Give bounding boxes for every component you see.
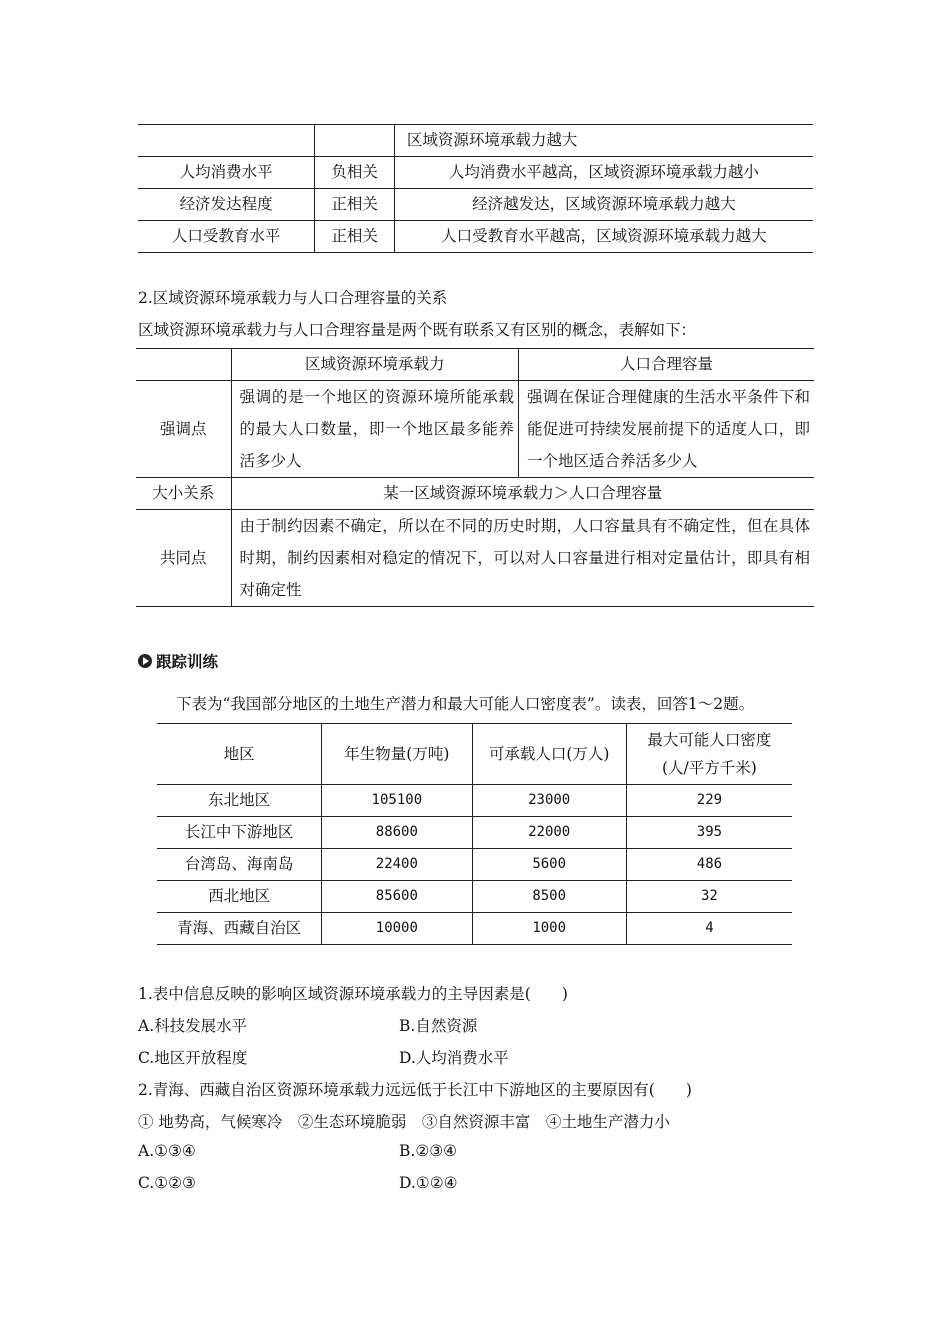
question-1-option-a[interactable]: A.科技发展水平 — [138, 1017, 248, 1035]
table-row — [136, 478, 814, 510]
table-cell: 人均消费水平越高，区域资源环境承载力越小 — [394, 157, 813, 189]
table-cell: 22400 — [322, 849, 472, 881]
table-row — [136, 349, 814, 381]
land-potential-table — [157, 723, 792, 945]
row-label: 大小关系 — [136, 478, 231, 510]
column-header-unit: (人/平方千米) — [662, 759, 757, 777]
table-row — [157, 817, 792, 849]
section-title: 2.区域资源环境承载力与人口合理容量的关系 — [138, 289, 448, 307]
column-header-line: 最大可能人口密度 — [647, 731, 772, 749]
table-cell: 32 — [626, 881, 792, 913]
table-cell: 395 — [626, 817, 792, 849]
table-row — [157, 913, 792, 945]
column-header: 可承载人口(万人) — [472, 724, 626, 785]
table-cell: 4 — [626, 913, 792, 945]
table-cell: 88600 — [322, 817, 472, 849]
practice-intro: 下表为“我国部分地区的土地生产潜力和最大可能人口密度表”。读表，回答1～2题。 — [176, 695, 755, 713]
row-label: 共同点 — [136, 510, 231, 607]
table-row — [157, 849, 792, 881]
table-cell: 正相关 — [315, 189, 395, 221]
question-2-option-c[interactable]: C.①②③ — [138, 1174, 196, 1192]
table-cell: 229 — [626, 785, 792, 817]
question-2-stem: 2.青海、西藏自治区资源环境承载力远远低于长江中下游地区的主要原因有( ) — [138, 1081, 692, 1099]
table-row — [157, 881, 792, 913]
comparison-table — [136, 348, 814, 607]
question-1-option-d[interactable]: D.人均消费水平 — [399, 1049, 509, 1067]
table-cell — [136, 349, 231, 381]
play-circle-icon — [138, 654, 152, 668]
table-cell: 人口受教育水平 — [138, 221, 315, 253]
table-cell: 某一区域资源环境承载力＞人口合理容量 — [231, 478, 814, 510]
table-cell: 经济越发达，区域资源环境承载力越大 — [394, 189, 813, 221]
table-cell: 台湾岛、海南岛 — [157, 849, 322, 881]
table-cell — [138, 125, 315, 157]
table-cell: 85600 — [322, 881, 472, 913]
table-cell: 强调的是一个地区的资源环境所能承载的最大人口数量，即一个地区最多能养活多少人 — [231, 381, 518, 478]
section-intro: 区域资源环境承载力与人口合理容量是两个既有联系又有区别的概念，表解如下： — [138, 321, 697, 339]
table-cell: 人口合理容量 — [518, 349, 814, 381]
question-1-option-c[interactable]: C.地区开放程度 — [138, 1049, 248, 1067]
question-1-option-b[interactable]: B.自然资源 — [399, 1017, 478, 1035]
table-cell: 22000 — [472, 817, 626, 849]
table-cell: 8500 — [472, 881, 626, 913]
column-header: 地区 — [157, 724, 322, 785]
table-cell: 23000 — [472, 785, 626, 817]
table-row — [157, 785, 792, 817]
question-2-option-a[interactable]: A.①③④ — [138, 1142, 196, 1160]
table-cell: 青海、西藏自治区 — [157, 913, 322, 945]
table-row — [136, 381, 814, 478]
table-cell — [315, 125, 395, 157]
table-cell: 区域资源环境承载力 — [231, 349, 518, 381]
question-2-option-d[interactable]: D.①②④ — [399, 1174, 458, 1192]
table-cell: 由于制约因素不确定，所以在不同的历史时期，人口容量具有不确定性，但在具体时期，制约因素相对稳定的情况下，可以对人口容量进行相对定量估计，即具有相对确定性 — [231, 510, 814, 607]
table-cell: 长江中下游地区 — [157, 817, 322, 849]
table-cell: 强调在保证合理健康的生活水平条件下和能促进可持续发展前提下的适度人口，即一个地区适合养活多少人 — [518, 381, 814, 478]
table-cell: 西北地区 — [157, 881, 322, 913]
row-label: 强调点 — [136, 381, 231, 478]
practice-heading — [138, 650, 218, 672]
column-header — [626, 724, 792, 785]
table-cell: 东北地区 — [157, 785, 322, 817]
table-row — [136, 510, 814, 607]
column-header: 年生物量(万吨) — [322, 724, 472, 785]
table-cell: 人口受教育水平越高，区域资源环境承载力越大 — [394, 221, 813, 253]
table-cell: 经济发达程度 — [138, 189, 315, 221]
table-cell: 486 — [626, 849, 792, 881]
table-cell: 区域资源环境承载力越大 — [394, 125, 813, 157]
table-cell: 10000 — [322, 913, 472, 945]
table-row — [138, 221, 813, 253]
table-cell: 人均消费水平 — [138, 157, 315, 189]
question-2-option-b[interactable]: B.②③④ — [399, 1142, 458, 1160]
table-header-row — [157, 724, 792, 785]
table-row — [138, 157, 813, 189]
table-cell: 正相关 — [315, 221, 395, 253]
factor-table — [138, 124, 813, 253]
table-cell: 1000 — [472, 913, 626, 945]
table-cell: 负相关 — [315, 157, 395, 189]
practice-heading-text: 跟踪训练 — [156, 653, 219, 671]
question-1-stem: 1.表中信息反映的影响区域资源环境承载力的主导因素是( ) — [138, 985, 568, 1003]
table-row — [138, 189, 813, 221]
question-2-items: ① 地势高，气候寒冷 ②生态环境脆弱 ③自然资源丰富 ④土地生产潜力小 — [138, 1113, 670, 1131]
table-cell: 5600 — [472, 849, 626, 881]
table-cell: 105100 — [322, 785, 472, 817]
table-row — [138, 125, 813, 157]
